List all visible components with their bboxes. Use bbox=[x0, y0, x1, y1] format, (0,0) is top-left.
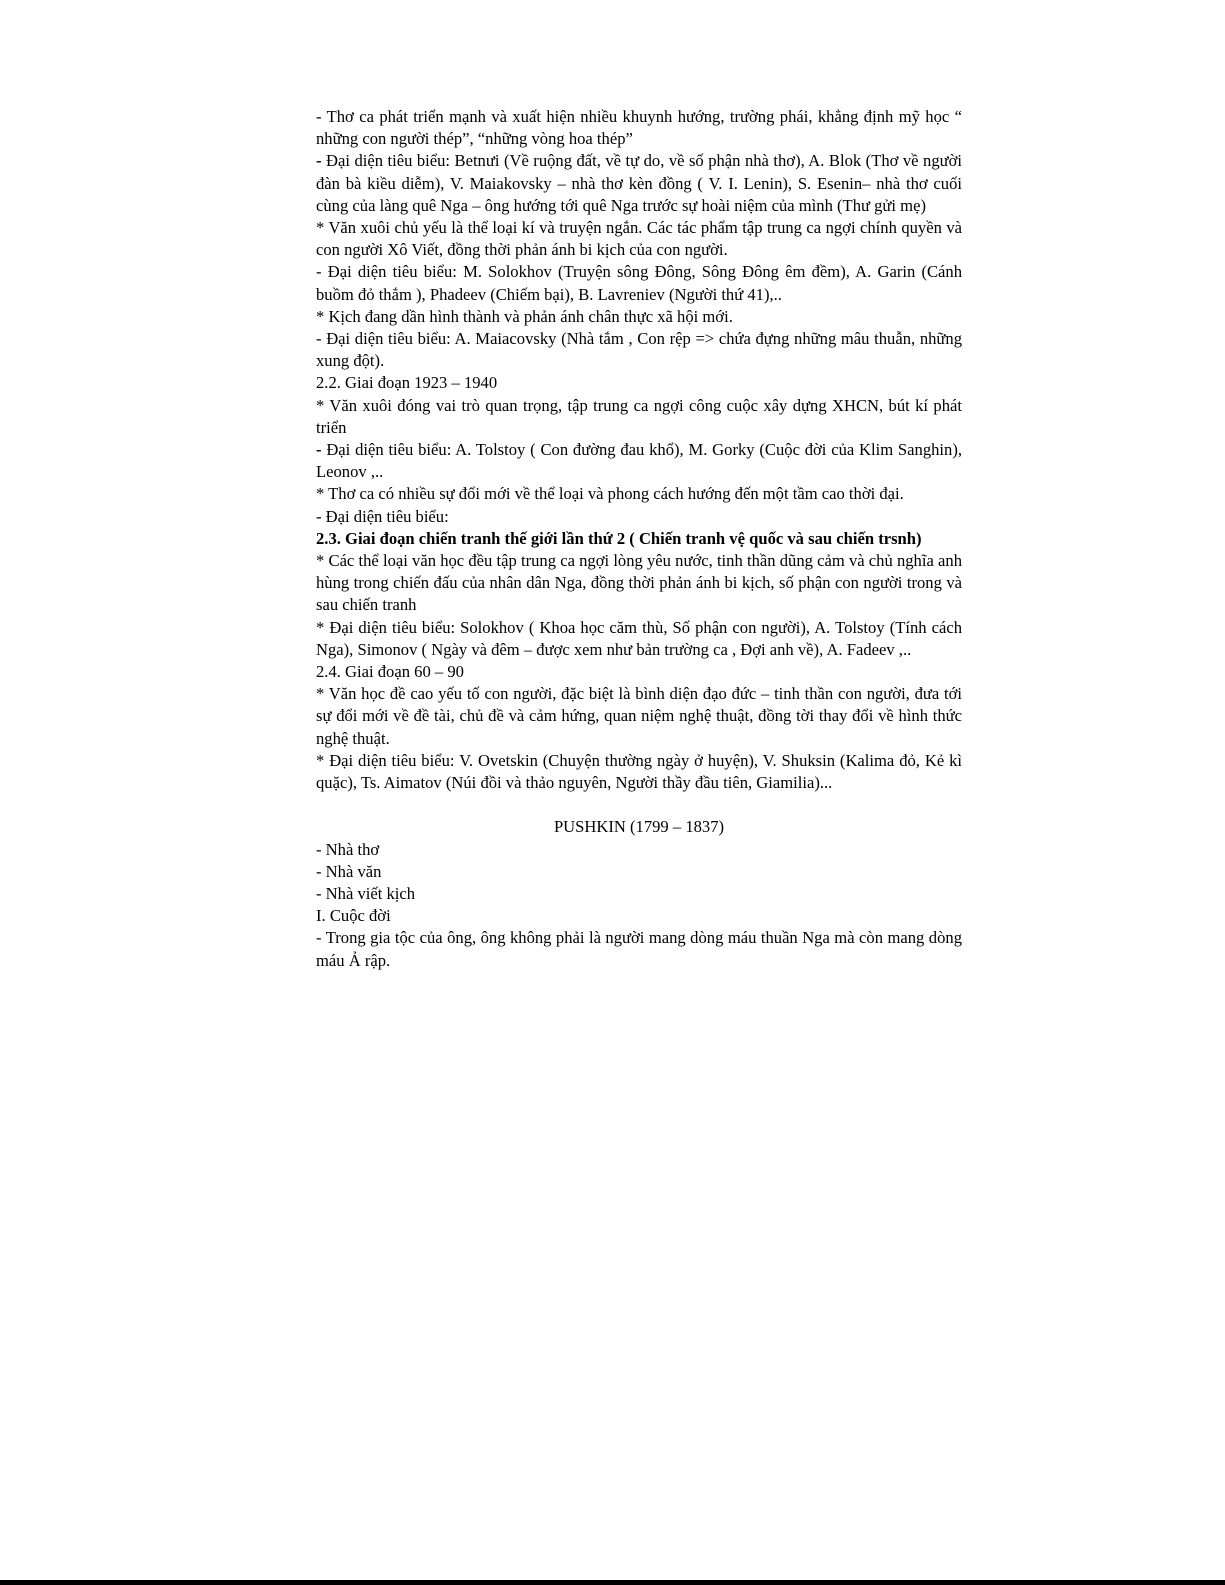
paragraph-prose-representatives-2 bbox=[316, 439, 962, 483]
list-item-poet: - Nhà thơ bbox=[316, 839, 380, 859]
paragraph-poetry-representatives bbox=[316, 150, 962, 217]
bold-dash: - bbox=[316, 151, 322, 171]
heading-period-60-90: 2.4. Giai đoạn 60 – 90 bbox=[316, 662, 464, 682]
paragraph-drama: * Kịch đang dần hình thành và phản ánh chân thực xã hội mới. bbox=[316, 306, 733, 326]
paragraph-drama-representatives: - Đại diện tiêu biểu: A. Maiacovsky (Nhà tắm , Con rệp => chứa đựng những mâu thuẫn, những xung đột). bbox=[316, 329, 962, 371]
bold-dash: - bbox=[316, 440, 322, 460]
paragraph-war-representatives: * Đại diện tiêu biểu: Solokhov ( Khoa học căm thù, Số phận con người), A. Tolstoy (Tính cách Nga), Simonov ( Ngày và đêm – được xem như bản trường ca , Đợi anh về), A. Fadeev ,.. bbox=[316, 617, 962, 659]
paragraph-prose-role: * Văn xuôi đóng vai trò quan trọng, tập trung ca ngợi công cuộc xây dựng XHCN, bút kí phát triển bbox=[316, 395, 962, 437]
heading-life: I. Cuộc đời bbox=[316, 906, 391, 926]
paragraph-poetry-trends: - Thơ ca phát triển mạnh và xuất hiện nhiều khuynh hướng, trường phái, khẳng định mỹ học “ những con người thép”, “những vòng hoa thép” bbox=[316, 107, 962, 149]
paragraph-human-focus: * Văn học đề cao yếu tố con người, đặc biệt là bình diện đạo đức – tinh thần con người, đưa tới sự đổi mới về đề tài, chủ đề và cảm hứng, quan niệm nghệ thuật, đồng tời thay đổi về hình thức nghệ thuật. bbox=[316, 684, 962, 748]
heading-period-1923-1940: 2.2. Giai đoạn 1923 – 1940 bbox=[316, 373, 498, 393]
list-item-writer: - Nhà văn bbox=[316, 861, 382, 881]
page-bottom-border bbox=[0, 1580, 1225, 1585]
heading-pushkin: PUSHKIN (1799 – 1837) bbox=[553, 817, 725, 837]
paragraph-text: Đại diện tiêu biểu: Betnưi (Về ruộng đất, về tự do, về số phận nhà thơ), A. Blok (Thơ về người đàn bà kiều diễm), V. Maiakovsky – nhà thơ kèn đồng ( V. I. Lenin), S. Esenin– nhà thơ cuối cùng của làng quê Nga – ông hướng tới quê Nga trước sự hoài niệm của mình (Thư gửi mẹ) bbox=[316, 151, 962, 215]
paragraph-text: Đại diện tiêu biểu: A. Tolstoy ( Con đường đau khổ), M. Gorky (Cuộc đời của Klim Sanghin), Leonov ,.. bbox=[316, 440, 962, 482]
list-item-playwright: - Nhà viết kịch bbox=[316, 883, 416, 903]
paragraph-war-literature: * Các thể loại văn học đều tập trung ca ngợi lòng yêu nước, tinh thần dũng cảm và chủ nghĩa anh hùng trong chiến đấu của nhân dân Nga, đồng thời phản ánh bi kịch, số phận con người trong và sau chiến tranh bbox=[316, 551, 962, 615]
paragraph-60-90-representatives: * Đại diện tiêu biểu: V. Ovetskin (Chuyện thường ngày ở huyện), V. Shuksin (Kalima đỏ, Kẻ kì quặc), Ts. Aimatov (Núi đồi và thảo nguyên, Người thầy đầu tiên, Giamilia)... bbox=[316, 750, 962, 793]
heading-period-ww2: 2.3. Giai đoạn chiến tranh thế giới lần thứ 2 ( Chiến tranh vệ quốc và sau chiến trsnh) bbox=[316, 528, 922, 548]
paragraph-prose-representatives: - Đại diện tiêu biểu: M. Solokhov (Truyện sông Đông, Sông Đông êm đềm), A. Garin (Cánh buồm đỏ thắm ), Phadeev (Chiếm bại), B. Lavreniev (Người thứ 41),.. bbox=[316, 262, 962, 304]
document-page bbox=[316, 106, 962, 972]
paragraph-poetry-innovation: * Thơ ca có nhiều sự đổi mới về thể loại và phong cách hướng đến một tầm cao thời đại. bbox=[316, 484, 904, 504]
paragraph-ancestry: - Trong gia tộc của ông, ông không phải là người mang dòng máu thuần Nga mà còn mang dòng máu Ả rập. bbox=[316, 928, 962, 970]
paragraph-poetry-representatives-2: - Đại diện tiêu biểu: bbox=[316, 506, 449, 526]
paragraph-prose-genres: * Văn xuôi chủ yếu là thể loại kí và truyện ngắn. Các tác phẩm tập trung ca ngợi chính quyền và con người Xô Viết, đồng thời phản ánh bi kịch của con người. bbox=[316, 218, 962, 260]
